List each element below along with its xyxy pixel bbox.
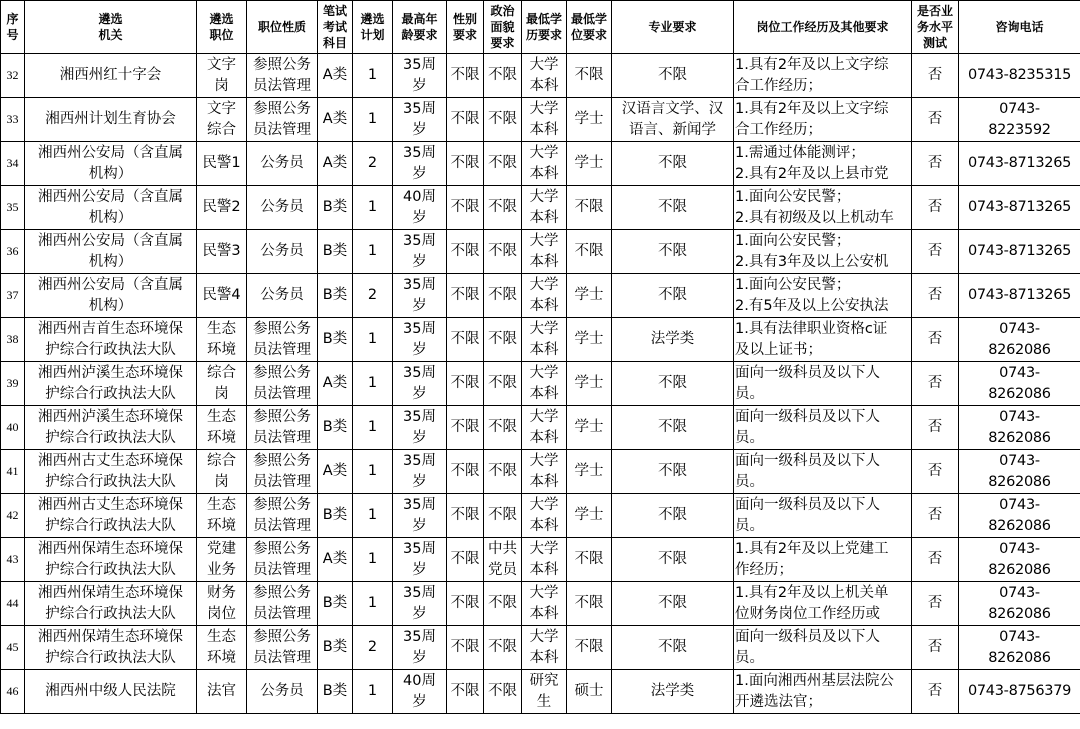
header-education: 最低学 历要求 bbox=[522, 1, 567, 54]
cell-test: 否 bbox=[912, 538, 959, 582]
cell-gender: 不限 bbox=[447, 582, 484, 626]
header-politics: 政治 面貌 要求 bbox=[484, 1, 522, 54]
header-row bbox=[1, 1, 1080, 54]
cell-plan: 2 bbox=[353, 626, 393, 670]
cell-education: 大学 本科 bbox=[522, 582, 567, 626]
cell-position: 财务 岗位 bbox=[197, 582, 247, 626]
cell-phone: 0743- 8262086 bbox=[959, 406, 1080, 450]
cell-agency: 湘西州古丈生态环境保 护综合行政执法大队 bbox=[25, 450, 197, 494]
cell-phone: 0743- 8262086 bbox=[959, 450, 1080, 494]
cell-agency: 湘西州泸溪生态环境保 护综合行政执法大队 bbox=[25, 406, 197, 450]
cell-test: 否 bbox=[912, 318, 959, 362]
cell-seq: 35 bbox=[1, 186, 25, 230]
cell-test: 否 bbox=[912, 582, 959, 626]
cell-degree: 学士 bbox=[567, 450, 612, 494]
cell-test: 否 bbox=[912, 142, 959, 186]
cell-plan: 1 bbox=[353, 494, 393, 538]
cell-degree: 不限 bbox=[567, 626, 612, 670]
cell-experience: 面向一级科员及以下人 员。 bbox=[734, 626, 912, 670]
cell-position: 综合 岗 bbox=[197, 450, 247, 494]
cell-politics: 不限 bbox=[484, 54, 522, 98]
cell-nature: 参照公务 员法管理 bbox=[247, 406, 318, 450]
cell-plan: 1 bbox=[353, 538, 393, 582]
cell-position: 生态 环境 bbox=[197, 494, 247, 538]
cell-gender: 不限 bbox=[447, 362, 484, 406]
table-body bbox=[1, 54, 1080, 714]
cell-nature: 参照公务 员法管理 bbox=[247, 626, 318, 670]
cell-phone: 0743-8713265 bbox=[959, 274, 1080, 318]
cell-politics: 不限 bbox=[484, 98, 522, 142]
cell-seq: 34 bbox=[1, 142, 25, 186]
cell-position: 民警3 bbox=[197, 230, 247, 274]
cell-seq: 40 bbox=[1, 406, 25, 450]
cell-education: 大学 本科 bbox=[522, 406, 567, 450]
cell-phone: 0743-8756379 bbox=[959, 670, 1080, 714]
cell-experience: 1.面向公安民警； 2.具有3年及以上公安机 bbox=[734, 230, 912, 274]
cell-gender: 不限 bbox=[447, 142, 484, 186]
cell-degree: 学士 bbox=[567, 274, 612, 318]
cell-education: 大学 本科 bbox=[522, 362, 567, 406]
cell-degree: 不限 bbox=[567, 230, 612, 274]
cell-age: 35周 岁 bbox=[393, 98, 447, 142]
cell-experience: 面向一级科员及以下人 员。 bbox=[734, 406, 912, 450]
cell-experience: 1.面向公安民警； 2.具有初级及以上机动车 bbox=[734, 186, 912, 230]
cell-age: 35周 岁 bbox=[393, 450, 447, 494]
cell-position: 生态 环境 bbox=[197, 406, 247, 450]
cell-test: 否 bbox=[912, 274, 959, 318]
cell-education: 大学 本科 bbox=[522, 626, 567, 670]
cell-nature: 参照公务 员法管理 bbox=[247, 538, 318, 582]
cell-exam: B类 bbox=[318, 274, 353, 318]
cell-education: 大学 本科 bbox=[522, 318, 567, 362]
cell-politics: 不限 bbox=[484, 274, 522, 318]
cell-major: 汉语言文学、汉 语言、新闻学 bbox=[612, 98, 734, 142]
cell-exam: B类 bbox=[318, 318, 353, 362]
cell-phone: 0743- 8262086 bbox=[959, 626, 1080, 670]
cell-test: 否 bbox=[912, 98, 959, 142]
cell-exam: B类 bbox=[318, 670, 353, 714]
cell-test: 否 bbox=[912, 450, 959, 494]
cell-agency: 湘西州红十字会 bbox=[25, 54, 197, 98]
cell-plan: 1 bbox=[353, 406, 393, 450]
cell-politics: 不限 bbox=[484, 230, 522, 274]
cell-nature: 公务员 bbox=[247, 186, 318, 230]
cell-position: 文字 综合 bbox=[197, 98, 247, 142]
cell-test: 否 bbox=[912, 626, 959, 670]
table-row bbox=[1, 538, 1080, 582]
cell-politics: 不限 bbox=[484, 406, 522, 450]
cell-seq: 32 bbox=[1, 54, 25, 98]
cell-experience: 1.具有2年及以上文字综 合工作经历； bbox=[734, 54, 912, 98]
cell-education: 大学 本科 bbox=[522, 274, 567, 318]
cell-phone: 0743-8713265 bbox=[959, 230, 1080, 274]
cell-degree: 学士 bbox=[567, 318, 612, 362]
cell-major: 法学类 bbox=[612, 318, 734, 362]
table-row bbox=[1, 362, 1080, 406]
header-seq: 序 号 bbox=[1, 1, 25, 54]
cell-age: 40周 岁 bbox=[393, 670, 447, 714]
cell-exam: B类 bbox=[318, 494, 353, 538]
cell-gender: 不限 bbox=[447, 230, 484, 274]
cell-seq: 45 bbox=[1, 626, 25, 670]
cell-agency: 湘西州保靖生态环境保 护综合行政执法大队 bbox=[25, 538, 197, 582]
cell-test: 否 bbox=[912, 362, 959, 406]
cell-seq: 44 bbox=[1, 582, 25, 626]
cell-gender: 不限 bbox=[447, 626, 484, 670]
cell-age: 35周 岁 bbox=[393, 142, 447, 186]
cell-degree: 学士 bbox=[567, 98, 612, 142]
cell-age: 35周 岁 bbox=[393, 626, 447, 670]
cell-nature: 参照公务 员法管理 bbox=[247, 582, 318, 626]
cell-seq: 43 bbox=[1, 538, 25, 582]
cell-phone: 0743- 8262086 bbox=[959, 538, 1080, 582]
cell-position: 综合 岗 bbox=[197, 362, 247, 406]
header-plan: 遴选 计划 bbox=[353, 1, 393, 54]
cell-phone: 0743- 8262086 bbox=[959, 582, 1080, 626]
cell-experience: 面向一级科员及以下人 员。 bbox=[734, 362, 912, 406]
table-row bbox=[1, 406, 1080, 450]
cell-major: 不限 bbox=[612, 582, 734, 626]
cell-major: 不限 bbox=[612, 142, 734, 186]
cell-major: 不限 bbox=[612, 494, 734, 538]
cell-experience: 1.具有2年及以上党建工 作经历； bbox=[734, 538, 912, 582]
cell-politics: 不限 bbox=[484, 494, 522, 538]
cell-exam: A类 bbox=[318, 142, 353, 186]
table-row bbox=[1, 626, 1080, 670]
cell-major: 不限 bbox=[612, 362, 734, 406]
cell-plan: 2 bbox=[353, 142, 393, 186]
cell-degree: 硕士 bbox=[567, 670, 612, 714]
cell-phone: 0743-8713265 bbox=[959, 142, 1080, 186]
cell-gender: 不限 bbox=[447, 54, 484, 98]
cell-education: 大学 本科 bbox=[522, 98, 567, 142]
cell-exam: A类 bbox=[318, 54, 353, 98]
cell-politics: 不限 bbox=[484, 318, 522, 362]
table-row bbox=[1, 318, 1080, 362]
cell-agency: 湘西州公安局（含直属 机构） bbox=[25, 142, 197, 186]
cell-agency: 湘西州保靖生态环境保 护综合行政执法大队 bbox=[25, 582, 197, 626]
cell-gender: 不限 bbox=[447, 98, 484, 142]
cell-plan: 1 bbox=[353, 54, 393, 98]
cell-exam: B类 bbox=[318, 230, 353, 274]
cell-major: 不限 bbox=[612, 450, 734, 494]
table-row bbox=[1, 54, 1080, 98]
cell-gender: 不限 bbox=[447, 186, 484, 230]
cell-exam: B类 bbox=[318, 626, 353, 670]
table-row bbox=[1, 98, 1080, 142]
cell-nature: 公务员 bbox=[247, 142, 318, 186]
cell-major: 法学类 bbox=[612, 670, 734, 714]
cell-plan: 1 bbox=[353, 230, 393, 274]
table-row bbox=[1, 670, 1080, 714]
cell-exam: B类 bbox=[318, 582, 353, 626]
table-row bbox=[1, 494, 1080, 538]
cell-experience: 1.具有法律职业资格c证 及以上证书； bbox=[734, 318, 912, 362]
cell-nature: 公务员 bbox=[247, 274, 318, 318]
header-degree: 最低学 位要求 bbox=[567, 1, 612, 54]
cell-agency: 湘西州计划生育协会 bbox=[25, 98, 197, 142]
cell-phone: 0743- 8262086 bbox=[959, 494, 1080, 538]
cell-nature: 参照公务 员法管理 bbox=[247, 362, 318, 406]
cell-age: 35周 岁 bbox=[393, 230, 447, 274]
cell-agency: 湘西州公安局（含直属 机构） bbox=[25, 186, 197, 230]
cell-age: 35周 岁 bbox=[393, 274, 447, 318]
cell-phone: 0743-8713265 bbox=[959, 186, 1080, 230]
cell-plan: 1 bbox=[353, 582, 393, 626]
cell-degree: 学士 bbox=[567, 362, 612, 406]
cell-position: 民警1 bbox=[197, 142, 247, 186]
cell-seq: 33 bbox=[1, 98, 25, 142]
cell-phone: 0743-8235315 bbox=[959, 54, 1080, 98]
header-phone: 咨询电话 bbox=[959, 1, 1080, 54]
cell-position: 民警2 bbox=[197, 186, 247, 230]
cell-degree: 学士 bbox=[567, 406, 612, 450]
cell-agency: 湘西州泸溪生态环境保 护综合行政执法大队 bbox=[25, 362, 197, 406]
cell-agency: 湘西州公安局（含直属 机构） bbox=[25, 274, 197, 318]
cell-major: 不限 bbox=[612, 274, 734, 318]
cell-phone: 0743- 8223592 bbox=[959, 98, 1080, 142]
cell-gender: 不限 bbox=[447, 406, 484, 450]
cell-test: 否 bbox=[912, 230, 959, 274]
cell-age: 35周 岁 bbox=[393, 318, 447, 362]
cell-position: 民警4 bbox=[197, 274, 247, 318]
cell-politics: 不限 bbox=[484, 142, 522, 186]
cell-education: 大学 本科 bbox=[522, 54, 567, 98]
cell-plan: 1 bbox=[353, 318, 393, 362]
cell-politics: 不限 bbox=[484, 626, 522, 670]
cell-education: 大学 本科 bbox=[522, 494, 567, 538]
cell-politics: 中共 党员 bbox=[484, 538, 522, 582]
cell-phone: 0743- 8262086 bbox=[959, 362, 1080, 406]
cell-education: 大学 本科 bbox=[522, 538, 567, 582]
header-nature: 职位性质 bbox=[247, 1, 318, 54]
header-age: 最高年 龄要求 bbox=[393, 1, 447, 54]
cell-test: 否 bbox=[912, 54, 959, 98]
cell-politics: 不限 bbox=[484, 670, 522, 714]
cell-exam: B类 bbox=[318, 186, 353, 230]
cell-politics: 不限 bbox=[484, 186, 522, 230]
cell-education: 大学 本科 bbox=[522, 230, 567, 274]
cell-seq: 36 bbox=[1, 230, 25, 274]
cell-age: 40周 岁 bbox=[393, 186, 447, 230]
cell-phone: 0743- 8262086 bbox=[959, 318, 1080, 362]
cell-seq: 42 bbox=[1, 494, 25, 538]
cell-nature: 公务员 bbox=[247, 670, 318, 714]
cell-agency: 湘西州古丈生态环境保 护综合行政执法大队 bbox=[25, 494, 197, 538]
cell-nature: 参照公务 员法管理 bbox=[247, 54, 318, 98]
cell-degree: 学士 bbox=[567, 494, 612, 538]
cell-experience: 面向一级科员及以下人 员。 bbox=[734, 450, 912, 494]
cell-agency: 湘西州保靖生态环境保 护综合行政执法大队 bbox=[25, 626, 197, 670]
cell-agency: 湘西州公安局（含直属 机构） bbox=[25, 230, 197, 274]
cell-major: 不限 bbox=[612, 406, 734, 450]
cell-education: 大学 本科 bbox=[522, 450, 567, 494]
cell-education: 大学 本科 bbox=[522, 142, 567, 186]
cell-gender: 不限 bbox=[447, 318, 484, 362]
cell-plan: 2 bbox=[353, 274, 393, 318]
cell-seq: 39 bbox=[1, 362, 25, 406]
cell-nature: 参照公务 员法管理 bbox=[247, 98, 318, 142]
cell-nature: 公务员 bbox=[247, 230, 318, 274]
cell-plan: 1 bbox=[353, 450, 393, 494]
cell-age: 35周 岁 bbox=[393, 54, 447, 98]
cell-seq: 37 bbox=[1, 274, 25, 318]
header-exam: 笔试 考试 科目 bbox=[318, 1, 353, 54]
cell-experience: 1.面向公安民警； 2.有5年及以上公安执法 bbox=[734, 274, 912, 318]
cell-politics: 不限 bbox=[484, 582, 522, 626]
cell-major: 不限 bbox=[612, 54, 734, 98]
header-agency: 遴选 机关 bbox=[25, 1, 197, 54]
cell-position: 生态 环境 bbox=[197, 318, 247, 362]
table-row bbox=[1, 186, 1080, 230]
cell-politics: 不限 bbox=[484, 450, 522, 494]
cell-gender: 不限 bbox=[447, 450, 484, 494]
cell-test: 否 bbox=[912, 670, 959, 714]
cell-experience: 1.面向湘西州基层法院公 开遴选法官； bbox=[734, 670, 912, 714]
cell-experience: 1.具有2年及以上机关单 位财务岗位工作经历或 bbox=[734, 582, 912, 626]
cell-nature: 参照公务 员法管理 bbox=[247, 450, 318, 494]
cell-seq: 46 bbox=[1, 670, 25, 714]
cell-degree: 学士 bbox=[567, 142, 612, 186]
header-major: 专业要求 bbox=[612, 1, 734, 54]
cell-agency: 湘西州吉首生态环境保 护综合行政执法大队 bbox=[25, 318, 197, 362]
cell-gender: 不限 bbox=[447, 670, 484, 714]
cell-test: 否 bbox=[912, 494, 959, 538]
cell-major: 不限 bbox=[612, 186, 734, 230]
cell-experience: 1.具有2年及以上文字综 合工作经历； bbox=[734, 98, 912, 142]
cell-degree: 不限 bbox=[567, 582, 612, 626]
table-row bbox=[1, 450, 1080, 494]
cell-degree: 不限 bbox=[567, 186, 612, 230]
cell-major: 不限 bbox=[612, 538, 734, 582]
table-row bbox=[1, 230, 1080, 274]
cell-exam: A类 bbox=[318, 362, 353, 406]
header-position: 遴选 职位 bbox=[197, 1, 247, 54]
cell-plan: 1 bbox=[353, 98, 393, 142]
cell-education: 大学 本科 bbox=[522, 186, 567, 230]
cell-seq: 38 bbox=[1, 318, 25, 362]
cell-gender: 不限 bbox=[447, 538, 484, 582]
cell-seq: 41 bbox=[1, 450, 25, 494]
cell-exam: A类 bbox=[318, 450, 353, 494]
cell-exam: A类 bbox=[318, 538, 353, 582]
cell-plan: 1 bbox=[353, 186, 393, 230]
cell-experience: 面向一级科员及以下人 员。 bbox=[734, 494, 912, 538]
cell-position: 文字 岗 bbox=[197, 54, 247, 98]
cell-education: 研究 生 bbox=[522, 670, 567, 714]
cell-position: 生态 环境 bbox=[197, 626, 247, 670]
cell-position: 党建 业务 bbox=[197, 538, 247, 582]
cell-experience: 1.需通过体能测评； 2.具有2年及以上县市党 bbox=[734, 142, 912, 186]
cell-test: 否 bbox=[912, 406, 959, 450]
cell-age: 35周 岁 bbox=[393, 406, 447, 450]
cell-nature: 参照公务 员法管理 bbox=[247, 318, 318, 362]
cell-position: 法官 bbox=[197, 670, 247, 714]
cell-nature: 参照公务 员法管理 bbox=[247, 494, 318, 538]
cell-major: 不限 bbox=[612, 626, 734, 670]
header-test: 是否业 务水平 测试 bbox=[912, 1, 959, 54]
cell-age: 35周 岁 bbox=[393, 362, 447, 406]
cell-politics: 不限 bbox=[484, 362, 522, 406]
table-row bbox=[1, 582, 1080, 626]
header-gender: 性别 要求 bbox=[447, 1, 484, 54]
cell-age: 35周 岁 bbox=[393, 494, 447, 538]
header-experience: 岗位工作经历及其他要求 bbox=[734, 1, 912, 54]
cell-plan: 1 bbox=[353, 670, 393, 714]
table-row bbox=[1, 142, 1080, 186]
cell-major: 不限 bbox=[612, 230, 734, 274]
cell-gender: 不限 bbox=[447, 274, 484, 318]
cell-degree: 不限 bbox=[567, 54, 612, 98]
cell-test: 否 bbox=[912, 186, 959, 230]
cell-age: 35周 岁 bbox=[393, 582, 447, 626]
table-row bbox=[1, 274, 1080, 318]
cell-exam: B类 bbox=[318, 406, 353, 450]
cell-plan: 1 bbox=[353, 362, 393, 406]
cell-agency: 湘西州中级人民法院 bbox=[25, 670, 197, 714]
cell-gender: 不限 bbox=[447, 494, 484, 538]
cell-degree: 不限 bbox=[567, 538, 612, 582]
cell-exam: A类 bbox=[318, 98, 353, 142]
cell-age: 35周 岁 bbox=[393, 538, 447, 582]
